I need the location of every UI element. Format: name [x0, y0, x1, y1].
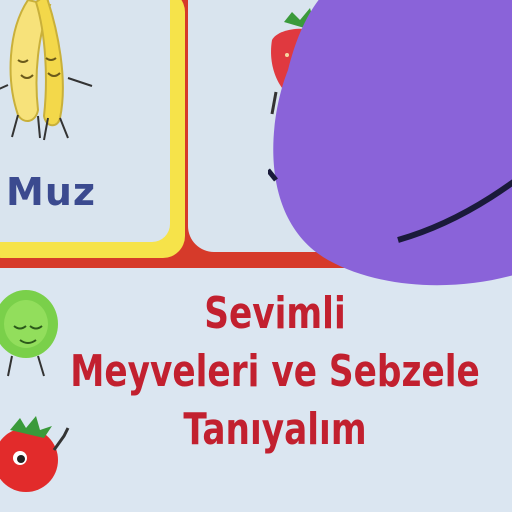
banana-card-label: Muz — [6, 170, 96, 214]
title-line-1: Sevimli — [204, 288, 346, 339]
title-line-3: Tanıyalım — [183, 404, 367, 455]
eggplant-icon — [268, 0, 512, 300]
banana-icon — [0, 0, 118, 160]
page-title — [41, 288, 509, 466]
title-line-2: Meyveleri ve Sebzele — [70, 346, 480, 397]
